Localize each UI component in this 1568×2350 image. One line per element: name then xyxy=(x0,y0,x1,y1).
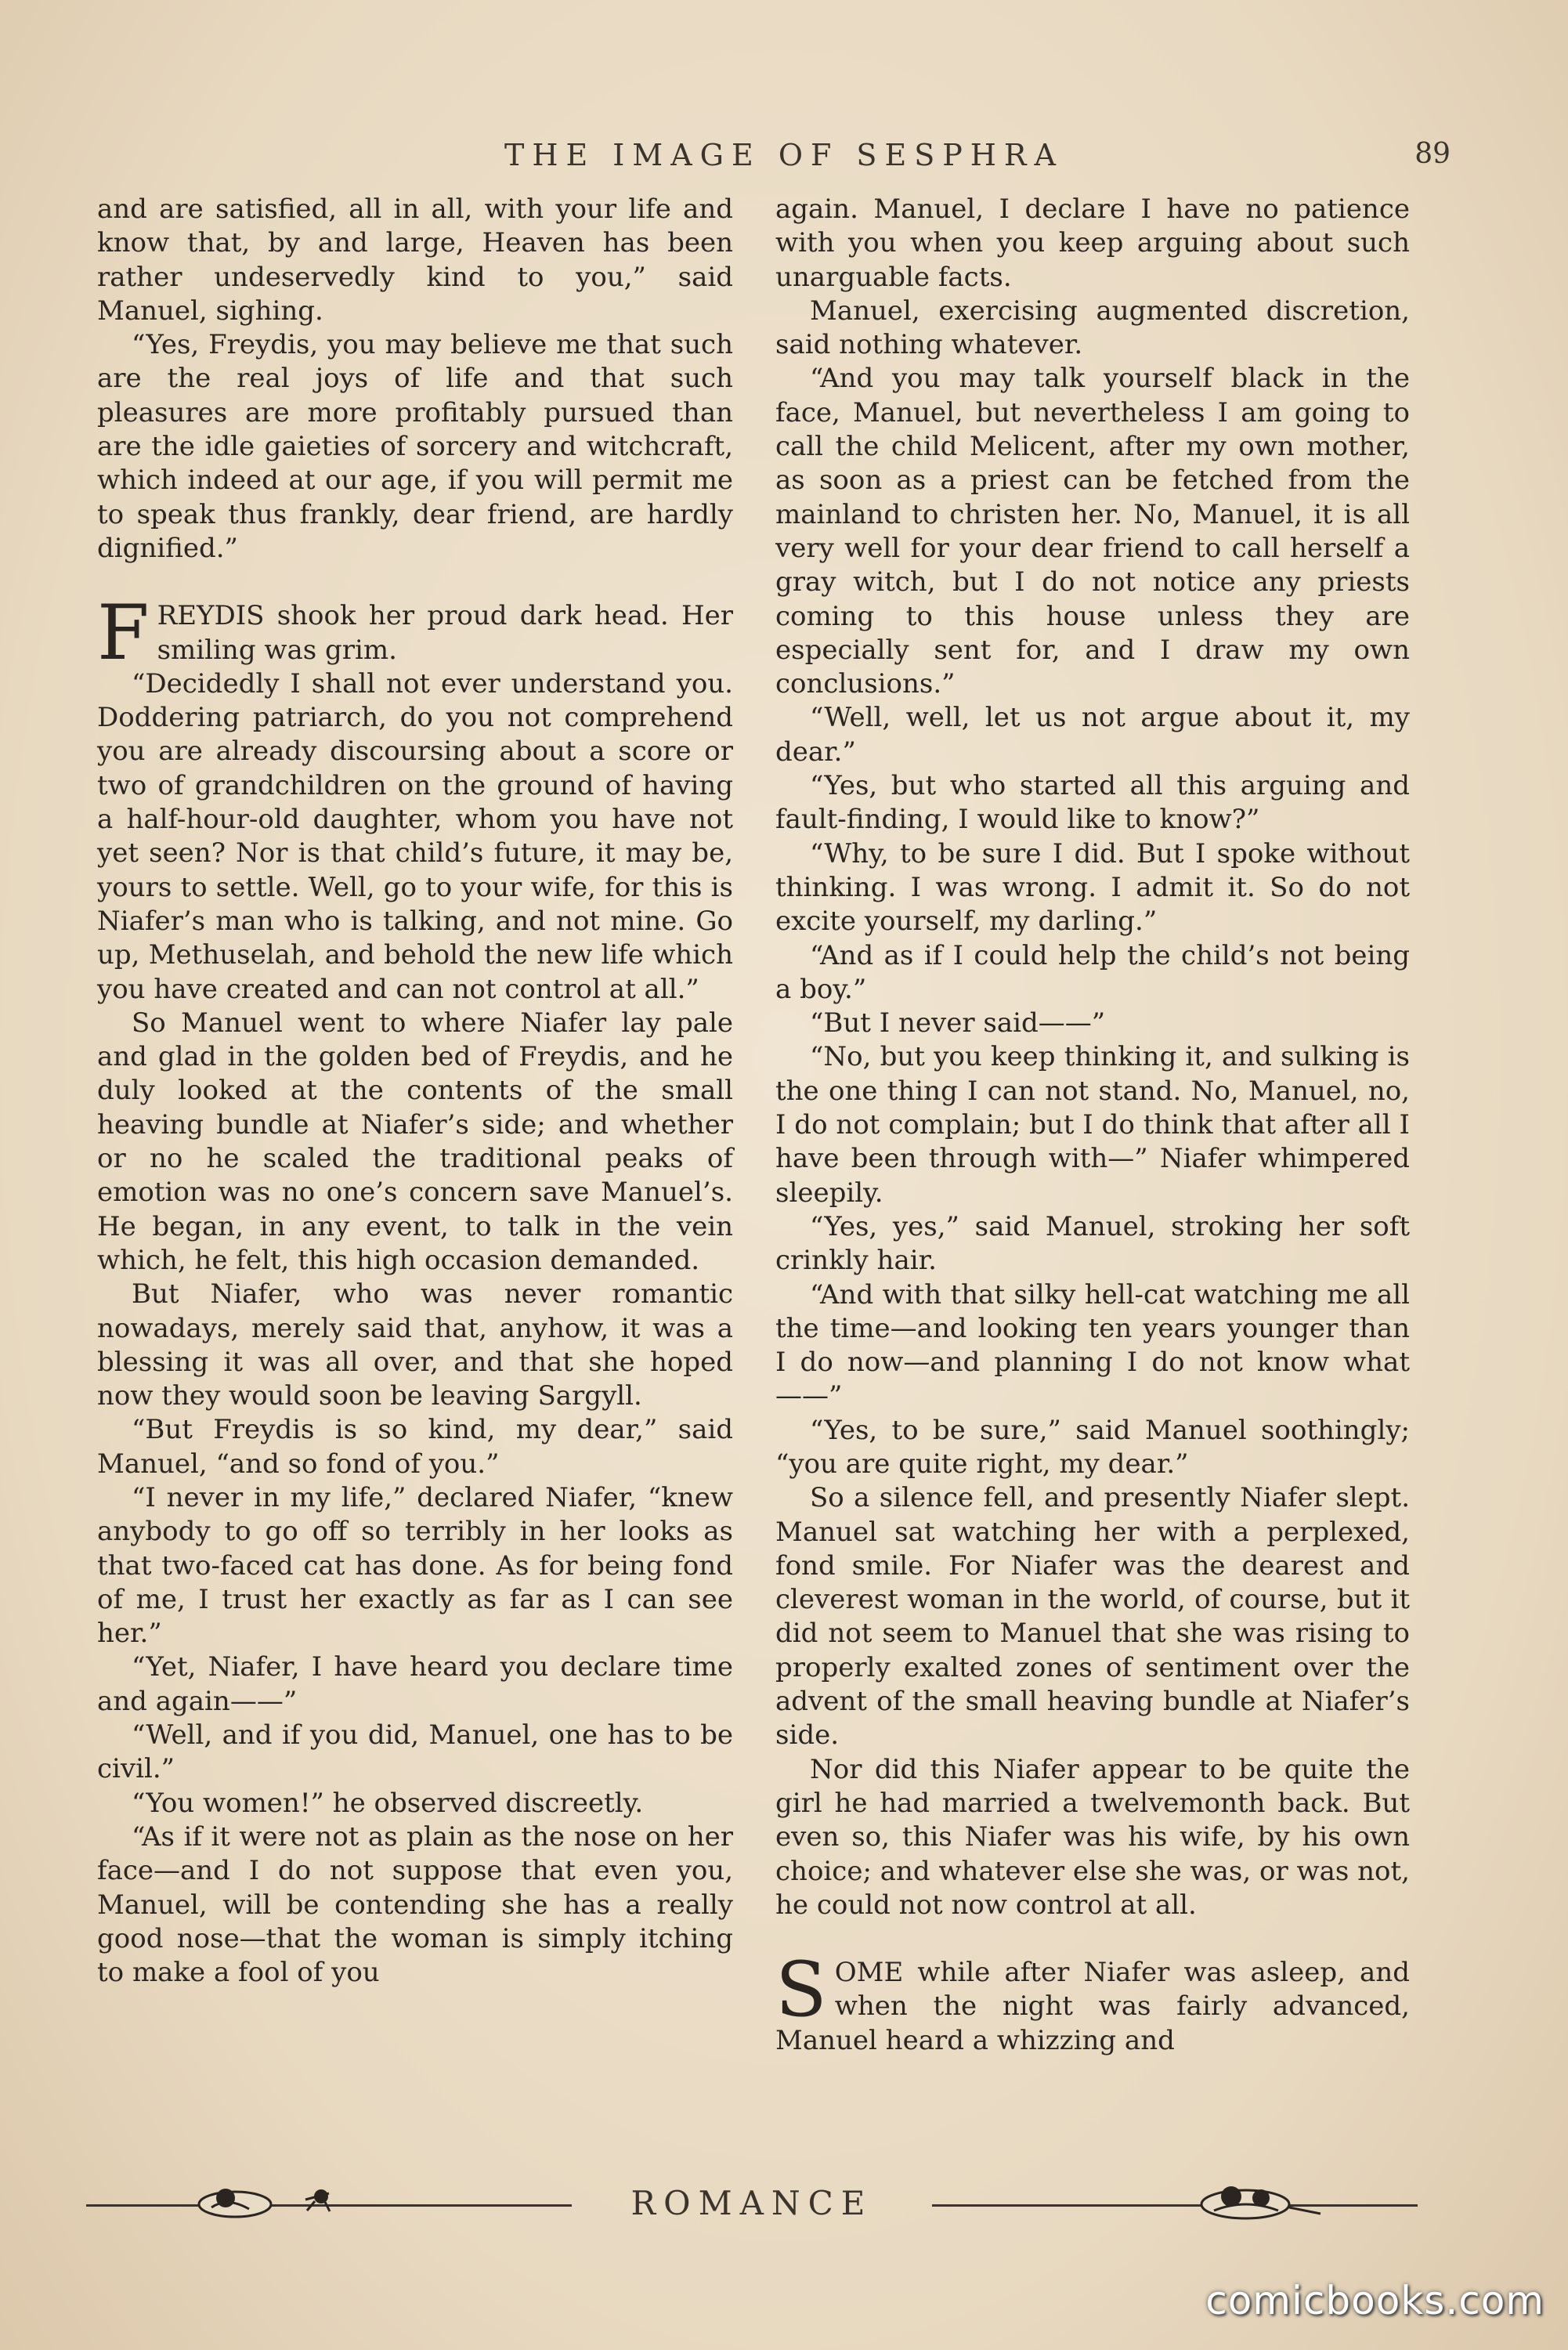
paragraph: “Yes, but who started all this arguing and fault-finding, I would like to know?” xyxy=(775,770,1410,836)
watermark: comicbooks.com xyxy=(1205,2278,1545,2323)
paragraph: “Well, well, let us not argue about it, my dear.” xyxy=(775,702,1410,768)
running-title: THE IMAGE OF SESPHRA xyxy=(504,138,1064,172)
paragraph: “Yes, to be sure,” said Manuel soothingly; “you are quite right, my dear.” xyxy=(775,1414,1410,1480)
paragraph: “No, but you keep thinking it, and sulking is the one thing I can not stand. No, Manuel, no, I do not complain; but I do think that after all I have been through with—” Niafer whimpered sleepily. xyxy=(775,1041,1410,1209)
paragraph: “As if it were not as plain as the nose on her face—and I do not suppose that even you, Manuel, will be contending she has a really good nose—that the woman is simply itching to make a fool of you xyxy=(97,1820,733,1989)
page-header xyxy=(0,138,1568,185)
right-column xyxy=(775,193,1410,2058)
paragraph: “Decidedly I shall not ever understand you. Doddering patriarch, do you not comprehend you are already discoursing about a score or two of grandchildren on the ground of having a half-hour-old daughter, whom you have not yet seen? Nor is that child’s future, it may be, yours to settle. Well, go to your wife, for this is Niafer’s man who is talking, and not mine. Go up, Methuselah, and behold the new life which you have created and can not control at all.” xyxy=(97,667,733,1005)
page-footer xyxy=(86,2176,1418,2231)
paragraph: “But I never said——” xyxy=(810,1007,1106,1039)
paragraph: So a silence fell, and presently Niafer slept. Manuel sat watching her with a perplexed, fond smile. For Niafer was the dearest and cleverest woman in the world, of course, but it did not seem to Manuel that she was rising to properly exalted zones of sentiment over the advent of the small heaving bundle at Niafer’s side. xyxy=(775,1482,1410,1752)
page-number: 89 xyxy=(1414,138,1451,170)
paragraph-dropcap xyxy=(775,1946,1410,2058)
paragraph-text: REYDIS shook her proud dark head. Her smiling was grim. xyxy=(157,600,733,666)
paragraph: and are satisfied, all in all, with your life and know that, by and large, Heaven has been rather undeservedly kind to you,” said Manuel, sighing. xyxy=(97,193,733,327)
paragraph: again. Manuel, I declare I have no patience with you when you keep arguing about such unarguable facts. xyxy=(775,193,1410,293)
drop-cap: F xyxy=(97,589,150,678)
paragraph: “Yes, Freydis, you may believe me that such are the real joys of life and that such pleasures are more profitably pursued than are the idle gaieties of sorcery and witchcraft, which indeed at our age, if you will permit me to speak thus frankly, dear friend, are hardly dignified.” xyxy=(97,329,733,564)
paragraph: “And with that silky hell-cat watching me all the time—and looking ten years younger than I do now—and planning I do not know what——” xyxy=(775,1278,1410,1412)
paragraph: “Yet, Niafer, I have heard you declare time and again——” xyxy=(97,1651,733,1717)
paragraph: But Niafer, who was never romantic nowadays, merely said that, anyhow, it was a blessing it was all over, and that she hoped now they would soon be leaving Sargyll. xyxy=(97,1278,733,1412)
left-column xyxy=(97,193,733,1990)
magazine-title: ROMANCE xyxy=(630,2184,873,2222)
paragraph: Manuel, exercising augmented discretion, said nothing whatever. xyxy=(775,295,1410,361)
drop-cap: S xyxy=(775,1946,827,2034)
cherubs-ornament-right-icon xyxy=(1143,2176,1347,2231)
paragraph-dropcap xyxy=(97,589,733,678)
paragraph: “And as if I could help the child’s not being a boy.” xyxy=(775,939,1410,1005)
paragraph-text: OME while after Niafer was asleep, and when the night was fairly advanced, Manuel heard a whizzing and xyxy=(775,1957,1410,2056)
paragraph: Nor did this Niafer appear to be quite the girl he had married a twelvemonth back. But even so, this Niafer was his wife, by his own choice; and whatever else she was, or was not, he could not now control at all. xyxy=(775,1753,1410,1921)
paragraph: So Manuel went to where Niafer lay pale and glad in the golden bed of Freydis, and he duly looked at the contents of the small heaving bundle at Niafer’s side; and whether or no he scaled the traditional peaks of emotion was no one’s concern save Manuel’s. He began, in any event, to talk in the vein which, he felt, this high occasion demanded. xyxy=(97,1007,733,1276)
paragraph: “Well, and if you did, Manuel, one has to be civil.” xyxy=(97,1719,733,1785)
paragraph: “Why, to be sure I did. But I spoke without thinking. I was wrong. I admit it. So do not excite yourself, my darling.” xyxy=(775,837,1410,938)
paragraph: “But Freydis is so kind, my dear,” said Manuel, “and so fond of you.” xyxy=(97,1414,733,1480)
paragraph: “You women!” he observed discreetly. xyxy=(132,1787,644,1819)
paragraph: “Yes, yes,” said Manuel, stroking her soft crinkly hair. xyxy=(775,1210,1410,1277)
paragraph: “I never in my life,” declared Niafer, “knew anybody to go off so terribly in her looks as that two-faced cat has done. As for being fond of me, I trust her exactly as far as I can see her.” xyxy=(97,1481,733,1650)
paragraph: “And you may talk yourself black in the face, Manuel, but nevertheless I am going to call the child Melicent, after my own mother, as soon as a priest can be fetched from the mainland to christen her. No, Manuel, it is all very well for your dear friend to call herself a gray witch, but I do not notice any priests coming to this house unless they are especially sent for, and I draw my own conclusions.” xyxy=(775,363,1410,700)
